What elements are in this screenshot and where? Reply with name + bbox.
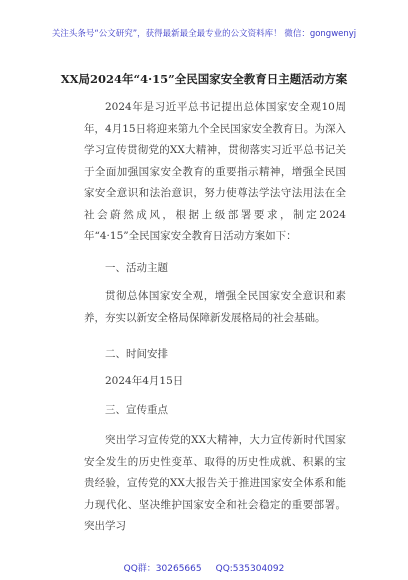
footer-contact xyxy=(0,561,408,574)
intro-paragraph: 2024年是习近平总书记提出总体国家安全观10周年，4月15日将迎来第九个全民国家安全教育日。为深入学习宣传贯彻党的XX大精神，贯彻落实习近平总书记关于全面加强国家安全教育的重要指示精神，增强全民国家安全意识和法治意识，努力使尊法学法守法用法在全社会蔚然成风，根据上级部署要求，制定2024年“4·15”全民国家安全教育日活动方案如下： xyxy=(84,101,346,242)
section-1-body: 贯彻总体国家安全观，增强全民国家安全意识和素养，夯实以新安全格局保障新发展格局的社会基础。 xyxy=(84,290,346,324)
footer-qq-number: QQ:535304092 xyxy=(215,564,285,574)
section-3-body: 突出学习宣传党的XX大精神，大力宣传新时代国家安全发生的历史性变革、取得的历史性成就、积累的宝贵经验，宣传党的XX大报告关于推进国家安全体系和能力现代化、坚决维护国家安全和社会稳定的重要部署。突出学习 xyxy=(84,434,346,532)
section-3-heading: 三、宣传重点 xyxy=(105,404,168,416)
header-banner: 关注头条号“公文研究”，获得最新最全最专业的公文资料库！ 微信：gongwenyj xyxy=(51,29,357,39)
section-2-body: 2024年4月15日 xyxy=(105,375,184,387)
page-title: XX局2024年“4·15”全民国家安全教育日主题活动方案 xyxy=(60,72,348,86)
footer-qq-group: QQ群：30265665 xyxy=(123,564,202,574)
section-2-heading: 二、时间安排 xyxy=(105,348,168,360)
section-1-heading: 一、活动主题 xyxy=(105,262,168,274)
